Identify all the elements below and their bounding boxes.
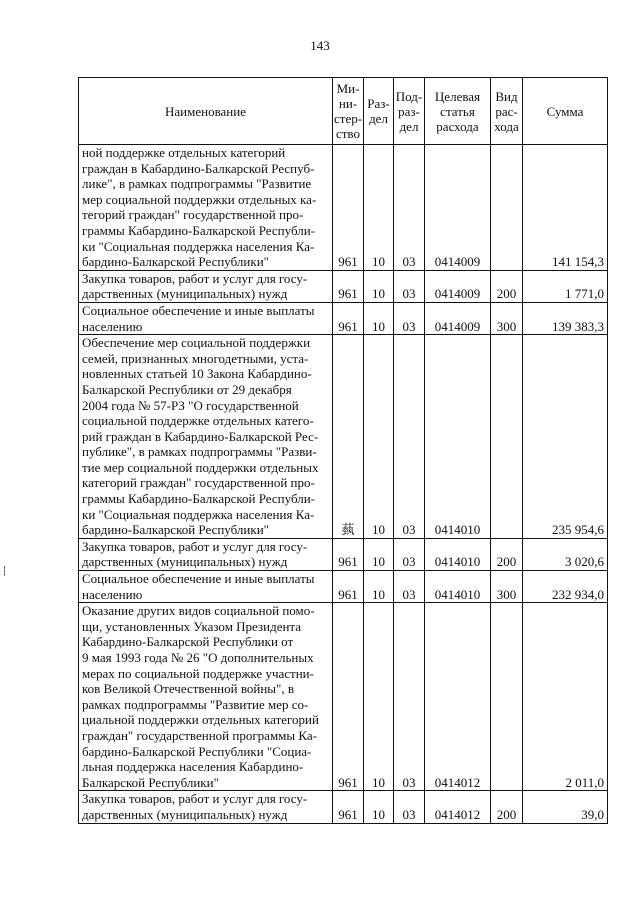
row-ministry: 961: [333, 302, 364, 334]
header-expense-type: Вид рас- хода: [491, 78, 523, 145]
row-subsection: 03: [394, 302, 425, 334]
row-subsection: 03: [394, 335, 425, 539]
header-name: Наименование: [79, 78, 333, 145]
row-section: 10: [364, 538, 394, 570]
row-target: 0414010: [425, 571, 491, 603]
row-name: Оказание других видов социальной помо- щи, установленных Указом Президента Кабардино-Балкарской Республики от 9 мая 1993 года № 26 "О дополнительных мерах по социальной поддержке участни- ков Великой Отечественной войны", в рамках подпрограммы "Развитие мер со- циальной поддержки отдельных категорий граждан" государственной программы Ка- бардино-Балкарской Республики "Социа- льная поддержка населения Кабардино- Балкарской Республики": [79, 603, 333, 791]
row-sum: 232 934,0: [523, 571, 608, 603]
budget-table: [78, 77, 608, 824]
row-ministry: 961: [333, 603, 364, 791]
page-number: 143: [310, 38, 330, 53]
row-ministry: 961: [333, 145, 364, 271]
row-name: Социальное обеспечение и иные выплаты населению: [79, 302, 333, 334]
row-name: ной поддержке отдельных категорий граждан в Кабардино-Балкарской Респуб- лике", в рамках подпрограммы "Развитие мер социальной поддержки отдельных ка- тегорий граждан" государственной про- граммы Кабардино-Балкарской Республи- ки "Социальная поддержка населения Ка- бардино-Балкарской Республики": [79, 145, 333, 271]
row-sum: 141 154,3: [523, 145, 608, 271]
row-target: 0414009: [425, 302, 491, 334]
row-name: Социальное обеспечение и иные выплаты населению: [79, 571, 333, 603]
row-subsection: 03: [394, 603, 425, 791]
row-expense-type: 200: [491, 538, 523, 570]
row-expense-type: [491, 335, 523, 539]
row-sum: 39,0: [523, 791, 608, 823]
margin-mark: [4, 566, 8, 576]
row-target: 0414009: [425, 270, 491, 302]
row-section: 10: [364, 335, 394, 539]
row-ministry: 961: [333, 791, 364, 823]
row-ministry: 961: [333, 538, 364, 570]
table-row: [79, 145, 608, 271]
header-subsection: Под- раз- дел: [394, 78, 425, 145]
row-target: 0414012: [425, 603, 491, 791]
row-ministry: 961: [333, 571, 364, 603]
header-section: Раз- дел: [364, 78, 394, 145]
row-target: 0414010: [425, 538, 491, 570]
row-sum: 1 771,0: [523, 270, 608, 302]
row-section: 10: [364, 571, 394, 603]
row-target: 0414010: [425, 335, 491, 539]
row-subsection: 03: [394, 791, 425, 823]
row-expense-type: 200: [491, 270, 523, 302]
table-row: [79, 302, 608, 334]
table-row: [79, 538, 608, 570]
row-name: Закупка товаров, работ и услуг для госу- дарственных (муниципальных) нужд: [79, 538, 333, 570]
table-row: [79, 571, 608, 603]
row-section: 10: [364, 302, 394, 334]
header-sum: Сумма: [523, 78, 608, 145]
row-name: Закупка товаров, работ и услуг для госу- дарственных (муниципальных) нужд: [79, 270, 333, 302]
row-target: 0414009: [425, 145, 491, 271]
table-row: [79, 270, 608, 302]
row-expense-type: 300: [491, 302, 523, 334]
row-section: 10: [364, 270, 394, 302]
table-row: [79, 335, 608, 539]
row-name: Закупка товаров, работ и услуг для госу- дарственных (муниципальных) нужд: [79, 791, 333, 823]
row-expense-type: 200: [491, 791, 523, 823]
row-subsection: 03: [394, 145, 425, 271]
row-subsection: 03: [394, 538, 425, 570]
row-expense-type: [491, 145, 523, 271]
row-sum: 235 954,6: [523, 335, 608, 539]
row-section: 10: [364, 145, 394, 271]
row-subsection: 03: [394, 571, 425, 603]
row-sum: 139 383,3: [523, 302, 608, 334]
row-section: 10: [364, 791, 394, 823]
table-row: [79, 791, 608, 823]
row-subsection: 03: [394, 270, 425, 302]
table-row: [79, 603, 608, 791]
row-expense-type: 300: [491, 571, 523, 603]
row-ministry: 961: [333, 270, 364, 302]
row-name: Обеспечение мер социальной поддержки семей, признанных многодетными, уста- новленных статьей 10 Закона Кабардино- Балкарской Республики от 29 декабря 2004 года № 57-РЗ "О государственной социальной поддержке отдельных катего- рий граждан в Кабардино-Балкарской Рес- публике", в рамках подпрограммы "Разви- тие мер социальной поддержки отдельных категорий граждан" государственной про- граммы Кабардино-Балкарской Республи- ки "Социальная поддержка населения Ка- бардино-Балкарской Республики": [79, 335, 333, 539]
row-sum: 3 020,6: [523, 538, 608, 570]
row-section: 10: [364, 603, 394, 791]
table-header-row: [79, 78, 608, 145]
header-target: Целевая статья расхода: [425, 78, 491, 145]
row-ministry: 蓺: [333, 335, 364, 539]
row-sum: 2 011,0: [523, 603, 608, 791]
row-expense-type: [491, 603, 523, 791]
row-target: 0414012: [425, 791, 491, 823]
header-ministry: Ми- ни- стер- ство: [333, 78, 364, 145]
